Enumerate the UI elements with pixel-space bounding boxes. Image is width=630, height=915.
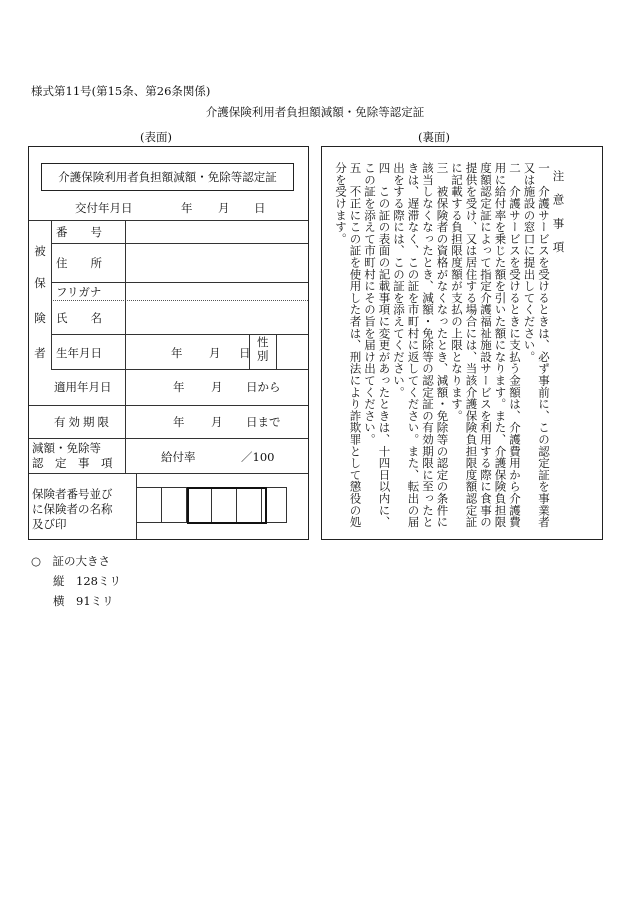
sex-label-bottom: 別 xyxy=(257,349,269,363)
birth-day-unit: 日 xyxy=(239,346,251,360)
note-item-3: 三 被保険者の資格がなくなったとき、減額・免除等の認定の条件に該当しなくなったとき、減額・免除等の認定証の有効期限に至ったときは、遅滞なく、この証を市町村に返してください。また、転出の届出をする際には、この証を添えてください。 xyxy=(392,162,450,528)
note-item-2: 二 介護サービスを受けるときに支払う金額は、介護費用から介護費用に給付率を乗じた額を引いた額になります。また、介護保険負担限度額認定証によって指定介護福祉施設サービスを利用する際に食事の提供を受け、又は居住する場合には、当該介護保険負担限度額認定証に記載する負担限度額が支払の上限となります。 xyxy=(450,162,522,528)
reduction-label-line2: 認 定 事 項 xyxy=(32,456,113,470)
rule-address xyxy=(51,282,308,283)
rule-apply xyxy=(29,405,308,406)
insured-char-1: 被 xyxy=(34,244,46,258)
insured-char-4: 者 xyxy=(34,346,46,360)
name-label: 氏 名 xyxy=(56,311,102,325)
front-face-label: (表面) xyxy=(140,130,172,144)
issue-year-unit: 年 xyxy=(181,201,193,215)
rule-top xyxy=(29,220,308,221)
size-height: 縦 128ミリ xyxy=(53,574,121,588)
rule-name xyxy=(51,334,308,335)
note-item-5: 五 不正にこの証を使用した者は、刑法により詐欺罪として懲役の処分を受けます。 xyxy=(334,162,363,528)
benefit-rate-label: 給付率 xyxy=(161,450,196,464)
apply-month-unit: 月 xyxy=(211,380,223,394)
birth-year-unit: 年 xyxy=(171,346,183,360)
notes-vertical-text xyxy=(334,162,581,532)
certificate-front xyxy=(28,146,309,540)
document-title: 介護保険利用者負担額減額・免除等認定証 xyxy=(205,105,425,119)
insurer-label-line1: 保険者番号並び xyxy=(32,487,113,501)
size-notes xyxy=(31,551,121,611)
insurer-number-bold-frame xyxy=(187,487,267,524)
size-width: 横 91ミリ xyxy=(53,594,114,608)
furigana-label: フリガナ xyxy=(56,285,102,299)
apply-date-label: 適用年月日 xyxy=(54,380,112,394)
issue-date-label: 交付年月日 xyxy=(75,201,133,215)
issue-month-unit: 月 xyxy=(218,201,230,215)
form-number: 様式第11号(第15条、第26条関係) xyxy=(31,84,211,98)
valid-until-label: 有効期限 xyxy=(54,415,112,429)
birth-month-unit: 月 xyxy=(209,346,221,360)
sex-label-top: 性 xyxy=(257,335,269,349)
rule-insured-column xyxy=(51,220,52,369)
back-face-label: (裏面) xyxy=(418,130,450,144)
note-item-4: 四 この証の表面の記載事項に変更があったときは、十四日以内に、この証を添えて市町村にその旨を届け出てください。 xyxy=(363,162,392,528)
valid-year-unit: 年 xyxy=(173,415,185,429)
insurer-number-box xyxy=(161,487,187,523)
notes-heading: 注 意 事 項 xyxy=(551,170,566,253)
rule-number xyxy=(51,243,308,244)
reduction-label-line1: 減額・免除等 xyxy=(32,441,101,455)
valid-day-unit: 日まで xyxy=(246,415,281,429)
benefit-rate-value: ／100 xyxy=(241,450,275,464)
apply-year-unit: 年 xyxy=(173,380,185,394)
certificate-back xyxy=(321,146,603,540)
insured-char-2: 保 xyxy=(34,276,46,290)
note-item-1: 一 介護サービスを受けるときは、必ず事前に、この認定証を事業者又は施設の窓口に提出してください。 xyxy=(522,162,551,528)
insured-char-3: 険 xyxy=(34,311,46,325)
rule-birth xyxy=(51,369,308,370)
insurer-label-line2: に保険者の名称 xyxy=(32,502,113,516)
rule-label-column xyxy=(125,220,126,473)
address-label: 住 所 xyxy=(56,256,102,270)
size-heading: ○ 証の大きさ xyxy=(31,554,111,568)
apply-day-unit: 日から xyxy=(246,380,281,394)
rule-valid xyxy=(29,438,308,439)
rule-sex-right xyxy=(276,334,277,369)
birth-date-label: 生年月日 xyxy=(56,346,102,360)
insurer-label-line3: 及び印 xyxy=(32,517,67,531)
issue-day-unit: 日 xyxy=(254,201,266,215)
card-title: 介護保険利用者負担額減額・免除等認定証 xyxy=(41,163,294,191)
number-label: 番 号 xyxy=(56,225,102,239)
insurer-number-box xyxy=(136,487,162,523)
rule-furigana xyxy=(51,300,308,301)
valid-month-unit: 月 xyxy=(211,415,223,429)
rule-reduction xyxy=(29,473,308,474)
